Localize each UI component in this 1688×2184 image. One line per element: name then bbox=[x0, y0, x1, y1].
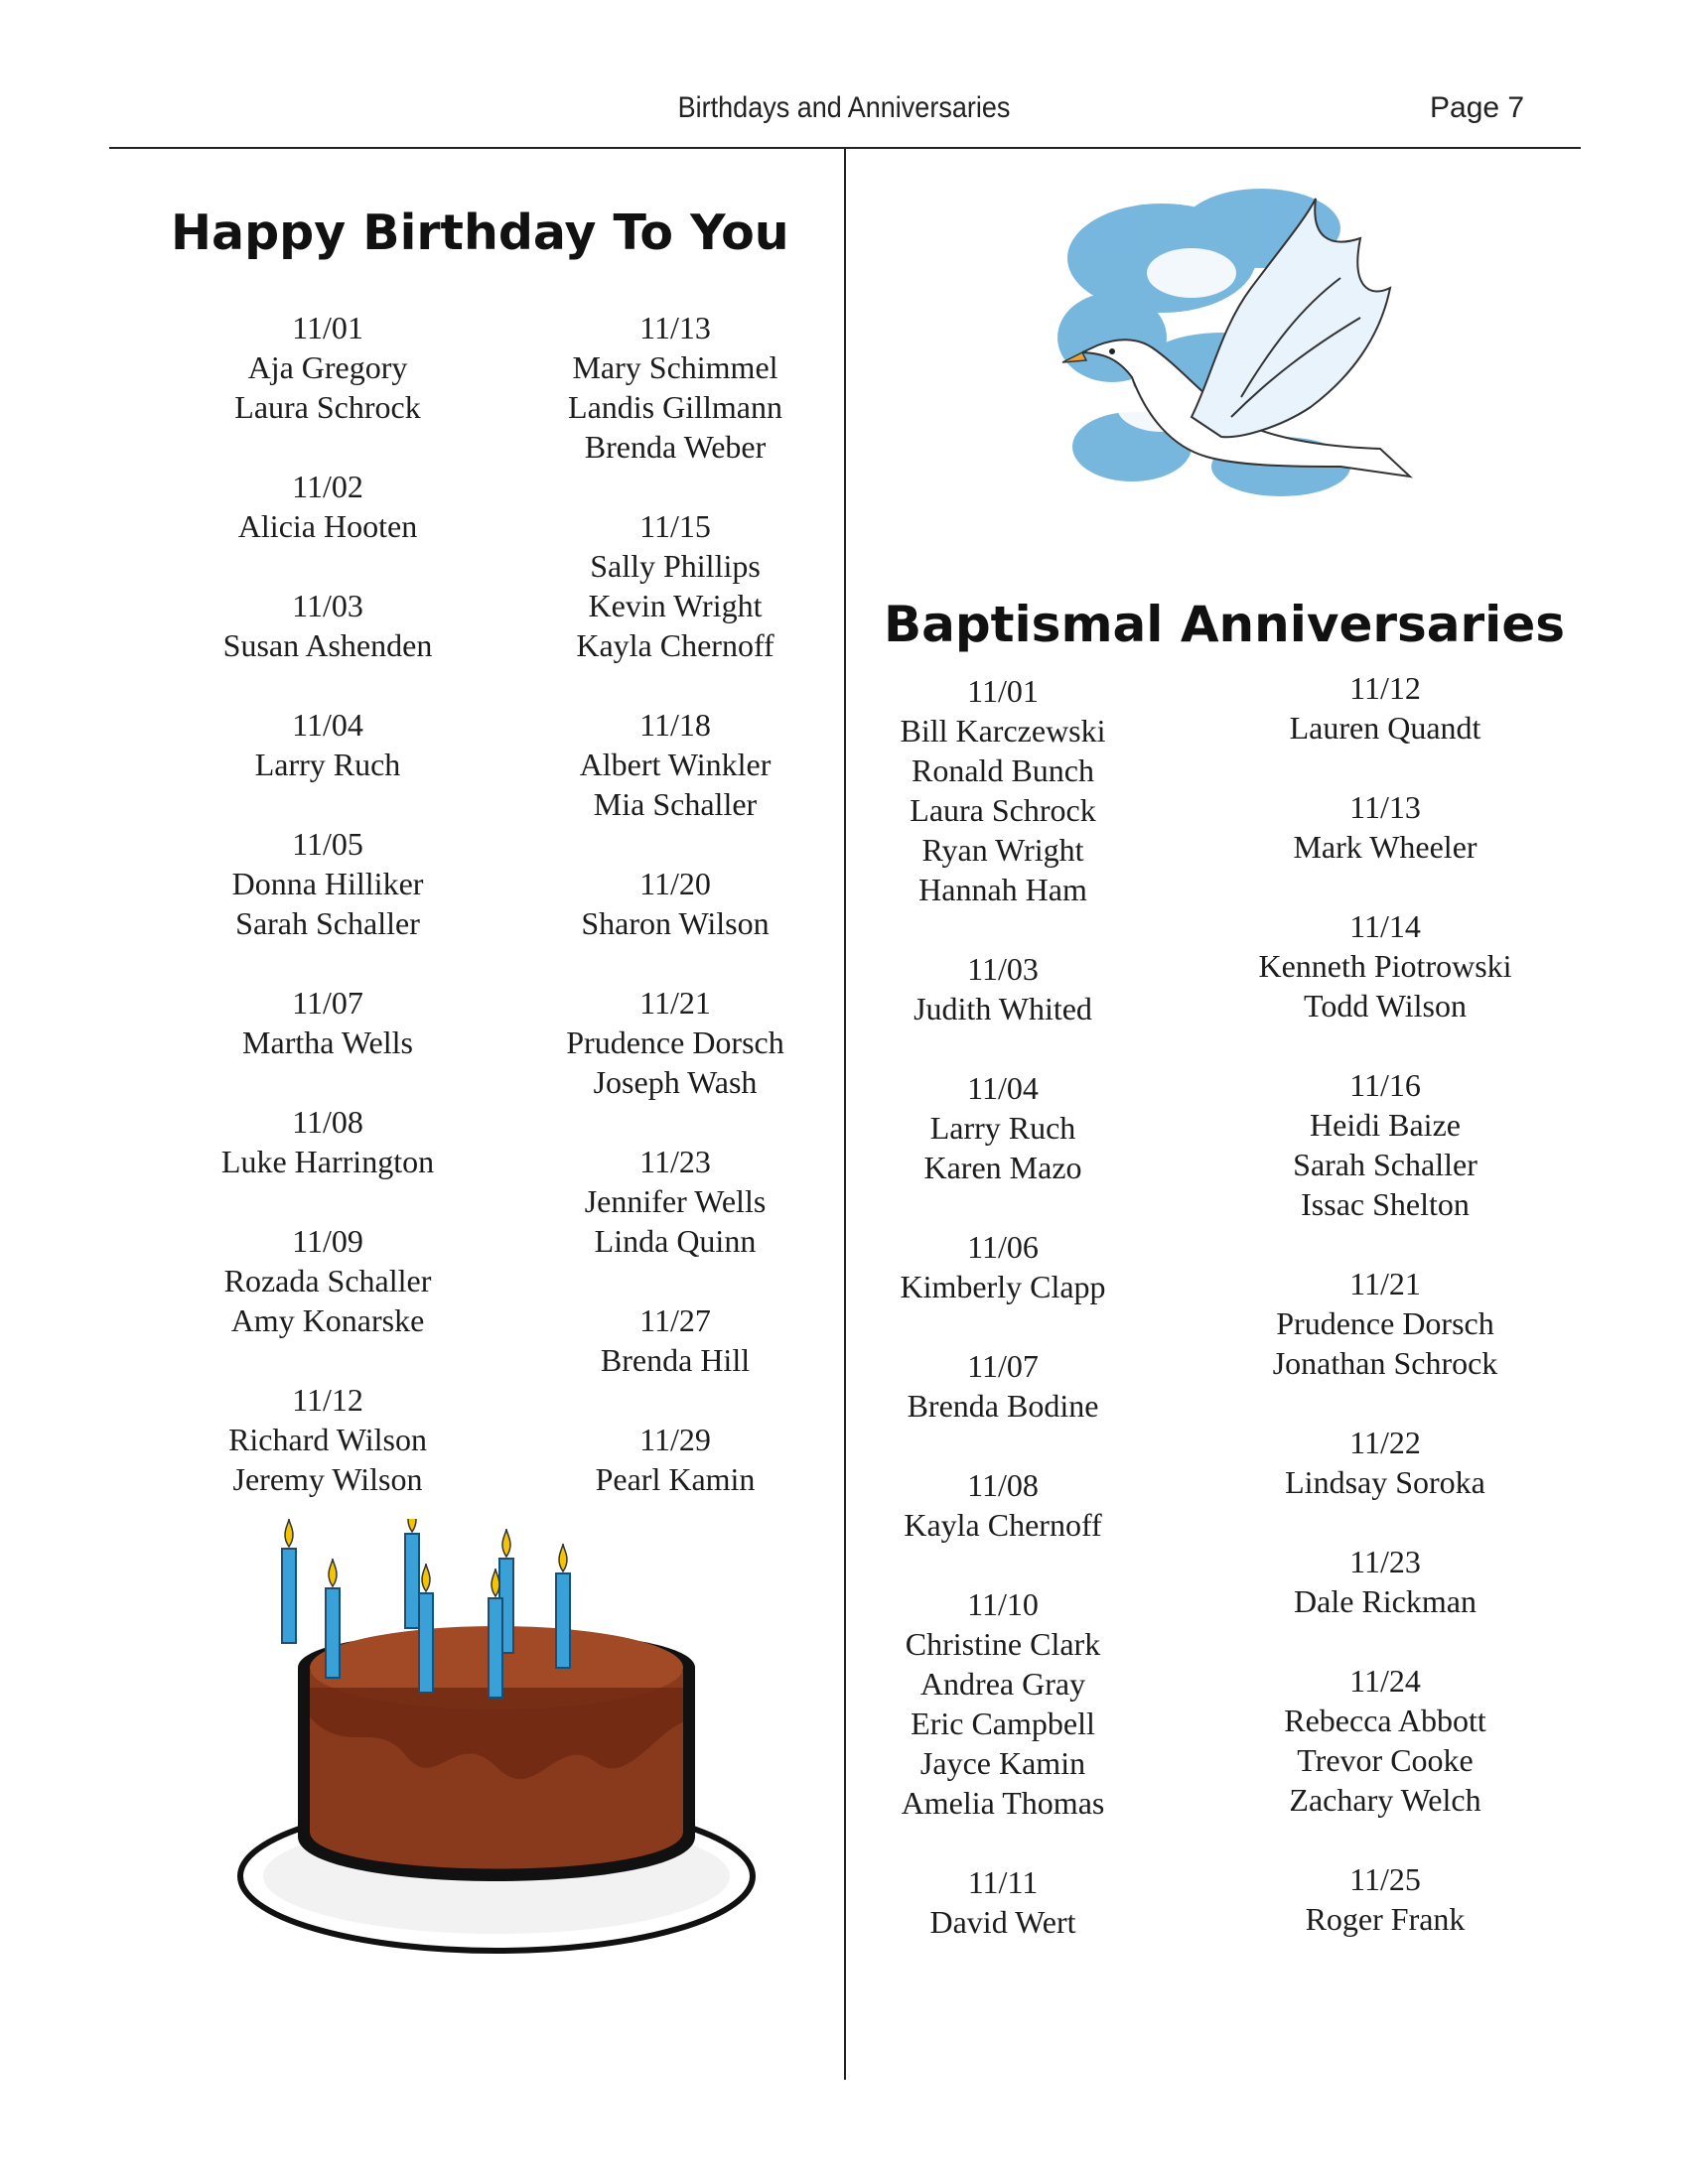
entry-date: 11/18 bbox=[639, 707, 711, 743]
entry-name: Brenda Weber bbox=[584, 429, 767, 465]
entry-date: 11/13 bbox=[639, 310, 711, 345]
entry-date: 11/10 bbox=[967, 1586, 1039, 1622]
entry-date: 11/12 bbox=[1349, 670, 1421, 706]
entry-name: Issac Shelton bbox=[1301, 1186, 1470, 1222]
date-entry bbox=[1236, 1542, 1534, 1621]
entry-name: Kimberly Clapp bbox=[900, 1269, 1106, 1304]
entry-name: Kenneth Piotrowski bbox=[1258, 948, 1512, 984]
entry-name: Brenda Bodine bbox=[907, 1388, 1099, 1424]
date-entry bbox=[854, 671, 1152, 909]
entry-name: Sharon Wilson bbox=[581, 905, 770, 941]
entry-name: Sarah Schaller bbox=[1293, 1147, 1477, 1182]
entry-date: 11/09 bbox=[292, 1223, 363, 1259]
entry-name: Ronald Bunch bbox=[912, 752, 1094, 788]
entry-name: Mia Schaller bbox=[593, 786, 758, 822]
date-entry bbox=[526, 864, 824, 943]
entry-name: Lindsay Soroka bbox=[1285, 1464, 1485, 1500]
date-entry bbox=[526, 983, 824, 1102]
date-entry bbox=[179, 705, 477, 784]
entry-date: 11/12 bbox=[292, 1382, 363, 1418]
page-header-title: Birthdays and Anniversaries bbox=[677, 91, 1011, 124]
entry-name: Martha Wells bbox=[242, 1024, 413, 1060]
date-entry bbox=[854, 1068, 1152, 1187]
entry-date: 11/29 bbox=[639, 1422, 711, 1457]
entry-date: 11/13 bbox=[1349, 789, 1421, 825]
date-entry bbox=[526, 1142, 824, 1261]
entry-name: Jennifer Wells bbox=[584, 1183, 767, 1219]
entry-name: Richard Wilson bbox=[228, 1422, 427, 1457]
date-entry bbox=[179, 308, 477, 427]
entry-name: Linda Quinn bbox=[594, 1223, 757, 1259]
baptismal-column-1 bbox=[854, 671, 1152, 1981]
date-entry bbox=[526, 308, 824, 467]
entry-name: Sarah Schaller bbox=[235, 905, 420, 941]
entry-name: Prudence Dorsch bbox=[566, 1024, 784, 1060]
entry-date: 11/07 bbox=[967, 1348, 1039, 1384]
birthday-column-1 bbox=[179, 308, 477, 1539]
entry-date: 11/23 bbox=[1349, 1544, 1421, 1579]
entry-name: Amelia Thomas bbox=[901, 1785, 1105, 1821]
entry-date: 11/08 bbox=[292, 1104, 363, 1140]
date-entry bbox=[526, 1300, 824, 1380]
entry-name: Jonathan Schrock bbox=[1272, 1345, 1498, 1381]
entry-name: Alicia Hooten bbox=[237, 508, 418, 544]
entry-name: Aja Gregory bbox=[247, 349, 408, 385]
entry-date: 11/08 bbox=[967, 1467, 1039, 1503]
entry-date: 11/01 bbox=[292, 310, 363, 345]
date-entry bbox=[1236, 1423, 1534, 1502]
entry-name: Laura Schrock bbox=[234, 389, 421, 425]
entry-name: Pearl Kamin bbox=[595, 1461, 756, 1497]
entry-name: Kevin Wright bbox=[588, 588, 763, 623]
entry-date: 11/16 bbox=[1349, 1067, 1421, 1103]
entry-name: Trevor Cooke bbox=[1297, 1742, 1474, 1778]
entry-name: Andrea Gray bbox=[919, 1666, 1086, 1702]
entry-date: 11/07 bbox=[292, 985, 363, 1021]
entry-name: Dale Rickman bbox=[1294, 1583, 1477, 1619]
date-entry bbox=[1236, 1264, 1534, 1383]
date-entry bbox=[854, 1465, 1152, 1545]
entry-date: 11/02 bbox=[292, 469, 363, 504]
entry-date: 11/21 bbox=[639, 985, 711, 1021]
birthday-column-2 bbox=[526, 308, 824, 1539]
date-entry bbox=[1236, 787, 1534, 867]
date-entry bbox=[1236, 906, 1534, 1025]
entry-name: Bill Karczewski bbox=[900, 713, 1106, 749]
entry-date: 11/24 bbox=[1349, 1663, 1421, 1699]
entry-name: Jeremy Wilson bbox=[232, 1461, 423, 1497]
entry-name: Ryan Wright bbox=[921, 832, 1084, 868]
entry-name: Jayce Kamin bbox=[919, 1745, 1086, 1781]
entry-name: Hannah Ham bbox=[918, 872, 1087, 907]
date-entry bbox=[854, 1227, 1152, 1306]
date-entry bbox=[854, 1584, 1152, 1823]
date-entry bbox=[1236, 1661, 1534, 1820]
date-entry bbox=[854, 1862, 1152, 1942]
entry-name: Kayla Chernoff bbox=[576, 627, 774, 663]
entry-date: 11/20 bbox=[639, 866, 711, 901]
entry-name: Lauren Quandt bbox=[1289, 710, 1481, 746]
entry-name: Luke Harrington bbox=[220, 1144, 435, 1179]
entry-date: 11/23 bbox=[639, 1144, 711, 1179]
entry-name: Amy Konarske bbox=[230, 1302, 425, 1338]
entry-date: 11/01 bbox=[967, 673, 1039, 709]
entry-name: Mary Schimmel bbox=[572, 349, 778, 385]
entry-date: 11/25 bbox=[1349, 1861, 1421, 1897]
date-entry bbox=[526, 705, 824, 824]
entry-date: 11/06 bbox=[967, 1229, 1039, 1265]
column-divider bbox=[844, 149, 846, 2080]
date-entry bbox=[179, 983, 477, 1062]
entry-date: 11/22 bbox=[1349, 1425, 1421, 1460]
entry-name: David Wert bbox=[929, 1904, 1076, 1940]
page-number: Page 7 bbox=[1430, 91, 1525, 124]
entry-name: Christine Clark bbox=[905, 1626, 1101, 1662]
entry-name: Susan Ashenden bbox=[222, 627, 433, 663]
date-entry bbox=[179, 586, 477, 665]
entry-name: Brenda Hill bbox=[600, 1342, 751, 1378]
date-entry bbox=[526, 506, 824, 665]
date-entry bbox=[526, 1420, 824, 1499]
entry-date: 11/27 bbox=[639, 1302, 711, 1338]
entry-date: 11/03 bbox=[967, 951, 1039, 987]
date-entry bbox=[179, 1102, 477, 1181]
entry-name: Kayla Chernoff bbox=[904, 1507, 1102, 1543]
entry-name: Joseph Wash bbox=[593, 1064, 758, 1100]
entry-name: Sally Phillips bbox=[590, 548, 761, 584]
entry-date: 11/04 bbox=[967, 1070, 1039, 1106]
entry-name: Albert Winkler bbox=[579, 747, 772, 782]
dove-illustration bbox=[1043, 179, 1420, 566]
entry-date: 11/21 bbox=[1349, 1266, 1421, 1301]
entry-name: Karen Mazo bbox=[923, 1150, 1082, 1185]
entry-name: Roger Frank bbox=[1305, 1901, 1466, 1937]
entry-name: Larry Ruch bbox=[929, 1110, 1076, 1146]
entry-name: Laura Schrock bbox=[910, 792, 1096, 828]
date-entry bbox=[1236, 1065, 1534, 1224]
entry-name: Rozada Schaller bbox=[223, 1263, 432, 1298]
entry-date: 11/14 bbox=[1349, 908, 1421, 944]
entry-name: Zachary Welch bbox=[1289, 1782, 1481, 1818]
date-entry bbox=[1236, 668, 1534, 748]
entry-date: 11/15 bbox=[639, 508, 711, 544]
entry-date: 11/11 bbox=[967, 1864, 1039, 1900]
date-entry bbox=[1236, 1859, 1534, 1939]
entry-name: Larry Ruch bbox=[254, 747, 401, 782]
date-entry bbox=[179, 824, 477, 943]
entry-name: Rebecca Abbott bbox=[1284, 1703, 1486, 1738]
date-entry bbox=[179, 467, 477, 546]
entry-name: Prudence Dorsch bbox=[1276, 1305, 1494, 1341]
entry-name: Donna Hilliker bbox=[231, 866, 424, 901]
date-entry bbox=[854, 949, 1152, 1028]
entry-name: Mark Wheeler bbox=[1293, 829, 1477, 865]
birthday-section-title: Happy Birthday To You bbox=[171, 205, 789, 261]
entry-name: Heidi Baize bbox=[1310, 1107, 1461, 1143]
baptismal-column-2 bbox=[1236, 668, 1534, 1979]
date-entry bbox=[179, 1380, 477, 1499]
entry-name: Judith Whited bbox=[914, 991, 1092, 1026]
entry-name: Landis Gillmann bbox=[568, 389, 782, 425]
date-entry bbox=[179, 1221, 477, 1340]
entry-date: 11/04 bbox=[292, 707, 363, 743]
entry-name: Todd Wilson bbox=[1304, 988, 1467, 1024]
birthday-cake-illustration bbox=[228, 1519, 765, 1956]
entry-date: 11/03 bbox=[292, 588, 363, 623]
entry-name: Eric Campbell bbox=[911, 1706, 1095, 1741]
date-entry bbox=[854, 1346, 1152, 1426]
baptismal-section-title: Baptismal Anniversaries bbox=[884, 596, 1565, 653]
entry-date: 11/05 bbox=[292, 826, 363, 862]
